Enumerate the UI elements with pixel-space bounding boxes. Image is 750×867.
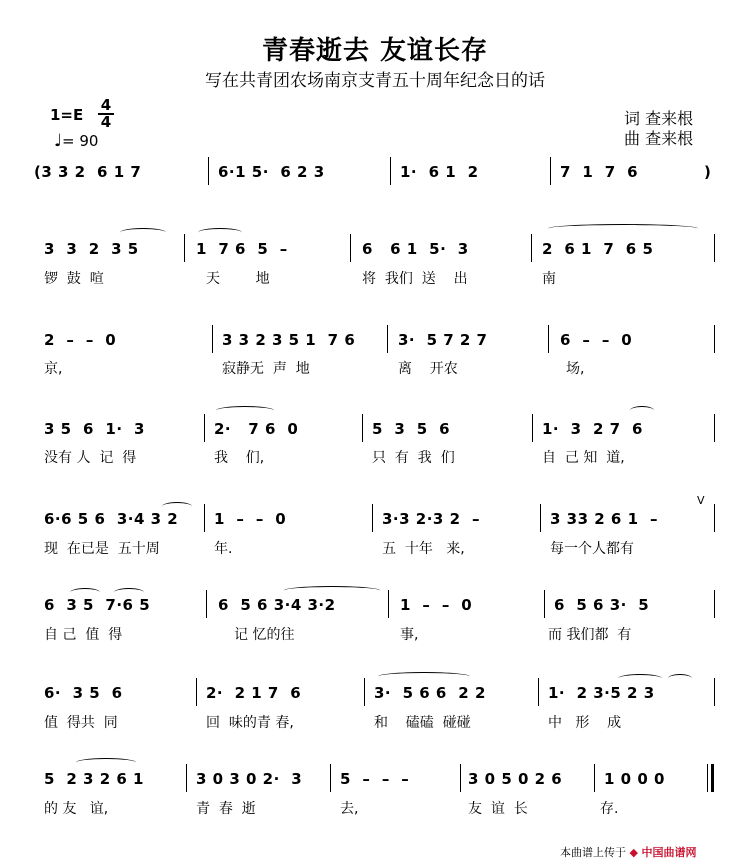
slur: [548, 224, 698, 233]
barline: [714, 234, 715, 262]
final-barline-thick: [711, 764, 714, 792]
barline: [372, 504, 373, 532]
barline: [548, 325, 549, 353]
system-8-measure-5: 1 0 0 0: [604, 770, 665, 788]
slur: [284, 586, 380, 595]
composer-credit: 曲 查来根: [624, 129, 694, 148]
system-6-lyric-4: 而 我们都 有: [548, 627, 632, 643]
system-1-measure-1: (3 3 2 6 1 7: [34, 163, 142, 181]
system-3-measure-1: 2 – – 0: [44, 331, 117, 349]
barline: [204, 414, 205, 442]
system-2-lyric-3: 将 我们 送 出: [362, 271, 468, 287]
tempo-marking: [54, 131, 98, 151]
lyricist-credit: 词 查来根: [624, 109, 694, 128]
system-8-lyric-2: 青 春 逝: [196, 801, 256, 817]
slur: [216, 406, 274, 415]
system-4-lyric-3: 只 有 我 们: [372, 450, 455, 466]
watermark: [560, 844, 696, 860]
system-4-lyric-4: 自 己 知 道,: [542, 450, 625, 466]
time-denominator: 4: [98, 113, 114, 130]
watermark-brand: 中国曲谱网: [641, 846, 697, 859]
system-3-measure-4: 6 – – 0: [560, 331, 633, 349]
slur: [378, 672, 470, 681]
system-2-measure-2: 1 7 6 5 –: [196, 240, 288, 258]
barline: [594, 764, 595, 792]
system-8-lyric-4: 友 谊 长: [468, 801, 528, 817]
barline: [364, 678, 365, 706]
barline: [362, 414, 363, 442]
quarter-note-icon: ♩: [54, 131, 63, 151]
barline: [532, 414, 533, 442]
barline: [204, 504, 205, 532]
system-5-measure-3: 3·3 2·3 2 –: [382, 510, 480, 528]
system-4-measure-3: 5 3 5 6: [372, 420, 451, 438]
system-3-lyric-1: 京,: [44, 361, 63, 377]
barline: [206, 590, 207, 618]
watermark-prefix: 本曲谱上传于: [560, 846, 626, 859]
system-5-measure-1: 6·6 5 6 3·4 3 2: [44, 510, 179, 528]
slur: [630, 406, 654, 415]
system-5-lyric-1: 现 在已是 五十周: [44, 541, 160, 557]
system-4-lyric-2: 我 们,: [214, 450, 265, 466]
barline: [387, 325, 388, 353]
system-6-measure-2: 6 5 6 3·4 3·2: [218, 596, 336, 614]
system-5-measure-4: 3 33 2 6 1 –: [550, 510, 658, 528]
barline: [460, 764, 461, 792]
slur: [198, 228, 242, 237]
system-5-lyric-3: 五 十年 来,: [382, 541, 465, 557]
system-2-measure-1: 3 3 2 3 5: [44, 240, 139, 258]
song-subtitle: 写在共青团农场南京支青五十周年纪念日的话: [205, 71, 545, 91]
barline: [544, 590, 545, 618]
breath-mark: V: [697, 494, 705, 507]
system-8-lyric-1: 的 友 谊,: [44, 801, 109, 817]
system-2-lyric-1: 锣 鼓 喧: [44, 271, 104, 287]
system-3-measure-3: 3· 5 7 2 7: [398, 331, 488, 349]
slur: [120, 228, 166, 237]
system-6-measure-3: 1 – – 0: [400, 596, 473, 614]
tempo-value: = 90: [62, 132, 99, 150]
closing-parenthesis: ): [704, 163, 712, 181]
system-3-lyric-4: 场,: [566, 361, 585, 377]
barline: [714, 678, 715, 706]
barline: [390, 157, 391, 185]
system-3-measure-2: 3 3 2 3 5 1 7 6: [222, 331, 356, 349]
barline: [714, 325, 715, 353]
system-8-measure-4: 3 0 5 0 2 6: [468, 770, 563, 788]
final-barline: [707, 764, 708, 792]
barline: [388, 590, 389, 618]
system-7-lyric-4: 中 形 成: [548, 715, 622, 731]
system-7-measure-4: 1· 2 3·5 2 3: [548, 684, 655, 702]
system-6-lyric-3: 事,: [400, 627, 419, 643]
system-7-lyric-3: 和 磕磕 碰碰: [374, 715, 471, 731]
time-numerator: 4: [100, 96, 112, 114]
system-4-measure-1: 3 5 6 1· 3: [44, 420, 145, 438]
barline: [184, 234, 185, 262]
system-3-lyric-2: 寂静无 声 地: [222, 361, 310, 377]
slur: [76, 758, 136, 767]
system-4-measure-4: 1· 3 2 7 6: [542, 420, 643, 438]
key-signature: 1=E: [50, 106, 84, 124]
system-2-measure-3: 6 6 1 5· 3: [362, 240, 469, 258]
barline: [330, 764, 331, 792]
barline: [196, 678, 197, 706]
system-4-lyric-1: 没有 人 记 得: [44, 450, 137, 466]
system-6-lyric-1: 自 己 值 得: [44, 627, 123, 643]
barline: [550, 157, 551, 185]
system-4-measure-2: 2· 7 6 0: [214, 420, 299, 438]
system-8-measure-2: 3 0 3 0 2· 3: [196, 770, 303, 788]
system-7-measure-3: 3· 5 6 6 2 2: [374, 684, 486, 702]
barline: [208, 157, 209, 185]
system-1-measure-3: 1· 6 1 2: [400, 163, 479, 181]
system-8-lyric-5: 存.: [600, 801, 619, 817]
system-1-measure-2: 6·1 5· 6 2 3: [218, 163, 325, 181]
time-signature: [98, 98, 114, 130]
barline: [212, 325, 213, 353]
system-5-measure-2: 1 – – 0: [214, 510, 287, 528]
barline: [531, 234, 532, 262]
system-2-measure-4: 2 6 1 7 6 5: [542, 240, 654, 258]
system-7-measure-1: 6· 3 5 6: [44, 684, 123, 702]
system-3-lyric-3: 离 开农: [398, 361, 458, 377]
slur: [618, 674, 662, 683]
chinese-flag-icon: ◆: [629, 846, 638, 859]
barline: [538, 678, 539, 706]
system-8-measure-3: 5 – – –: [340, 770, 410, 788]
system-5-lyric-2: 年.: [214, 541, 233, 557]
slur: [162, 502, 192, 511]
slur: [70, 588, 100, 597]
system-6-measure-4: 6 5 6 3· 5: [554, 596, 650, 614]
system-6-lyric-2: 记 忆的往: [234, 627, 295, 643]
barline: [714, 414, 715, 442]
system-5-lyric-4: 每一个人都有: [550, 541, 634, 557]
system-7-measure-2: 2· 2 1 7 6: [206, 684, 302, 702]
system-8-measure-1: 5 2 3 2 6 1: [44, 770, 144, 788]
system-2-lyric-4: 南: [542, 271, 556, 287]
system-6-measure-1: 6 3 5 7·6 5: [44, 596, 151, 614]
system-1-measure-4: 7 1 7 6: [560, 163, 639, 181]
system-7-lyric-1: 值 得共 同: [44, 715, 118, 731]
song-title: 青春逝去 友谊长存: [261, 36, 489, 66]
barline: [186, 764, 187, 792]
system-7-lyric-2: 回 味的青 春,: [206, 715, 294, 731]
slur: [668, 674, 692, 683]
system-2-lyric-2: 天 地: [206, 271, 270, 287]
barline: [540, 504, 541, 532]
barline: [714, 504, 715, 532]
system-8-lyric-3: 去,: [340, 801, 359, 817]
slur: [114, 588, 144, 597]
barline: [714, 590, 715, 618]
barline: [350, 234, 351, 262]
